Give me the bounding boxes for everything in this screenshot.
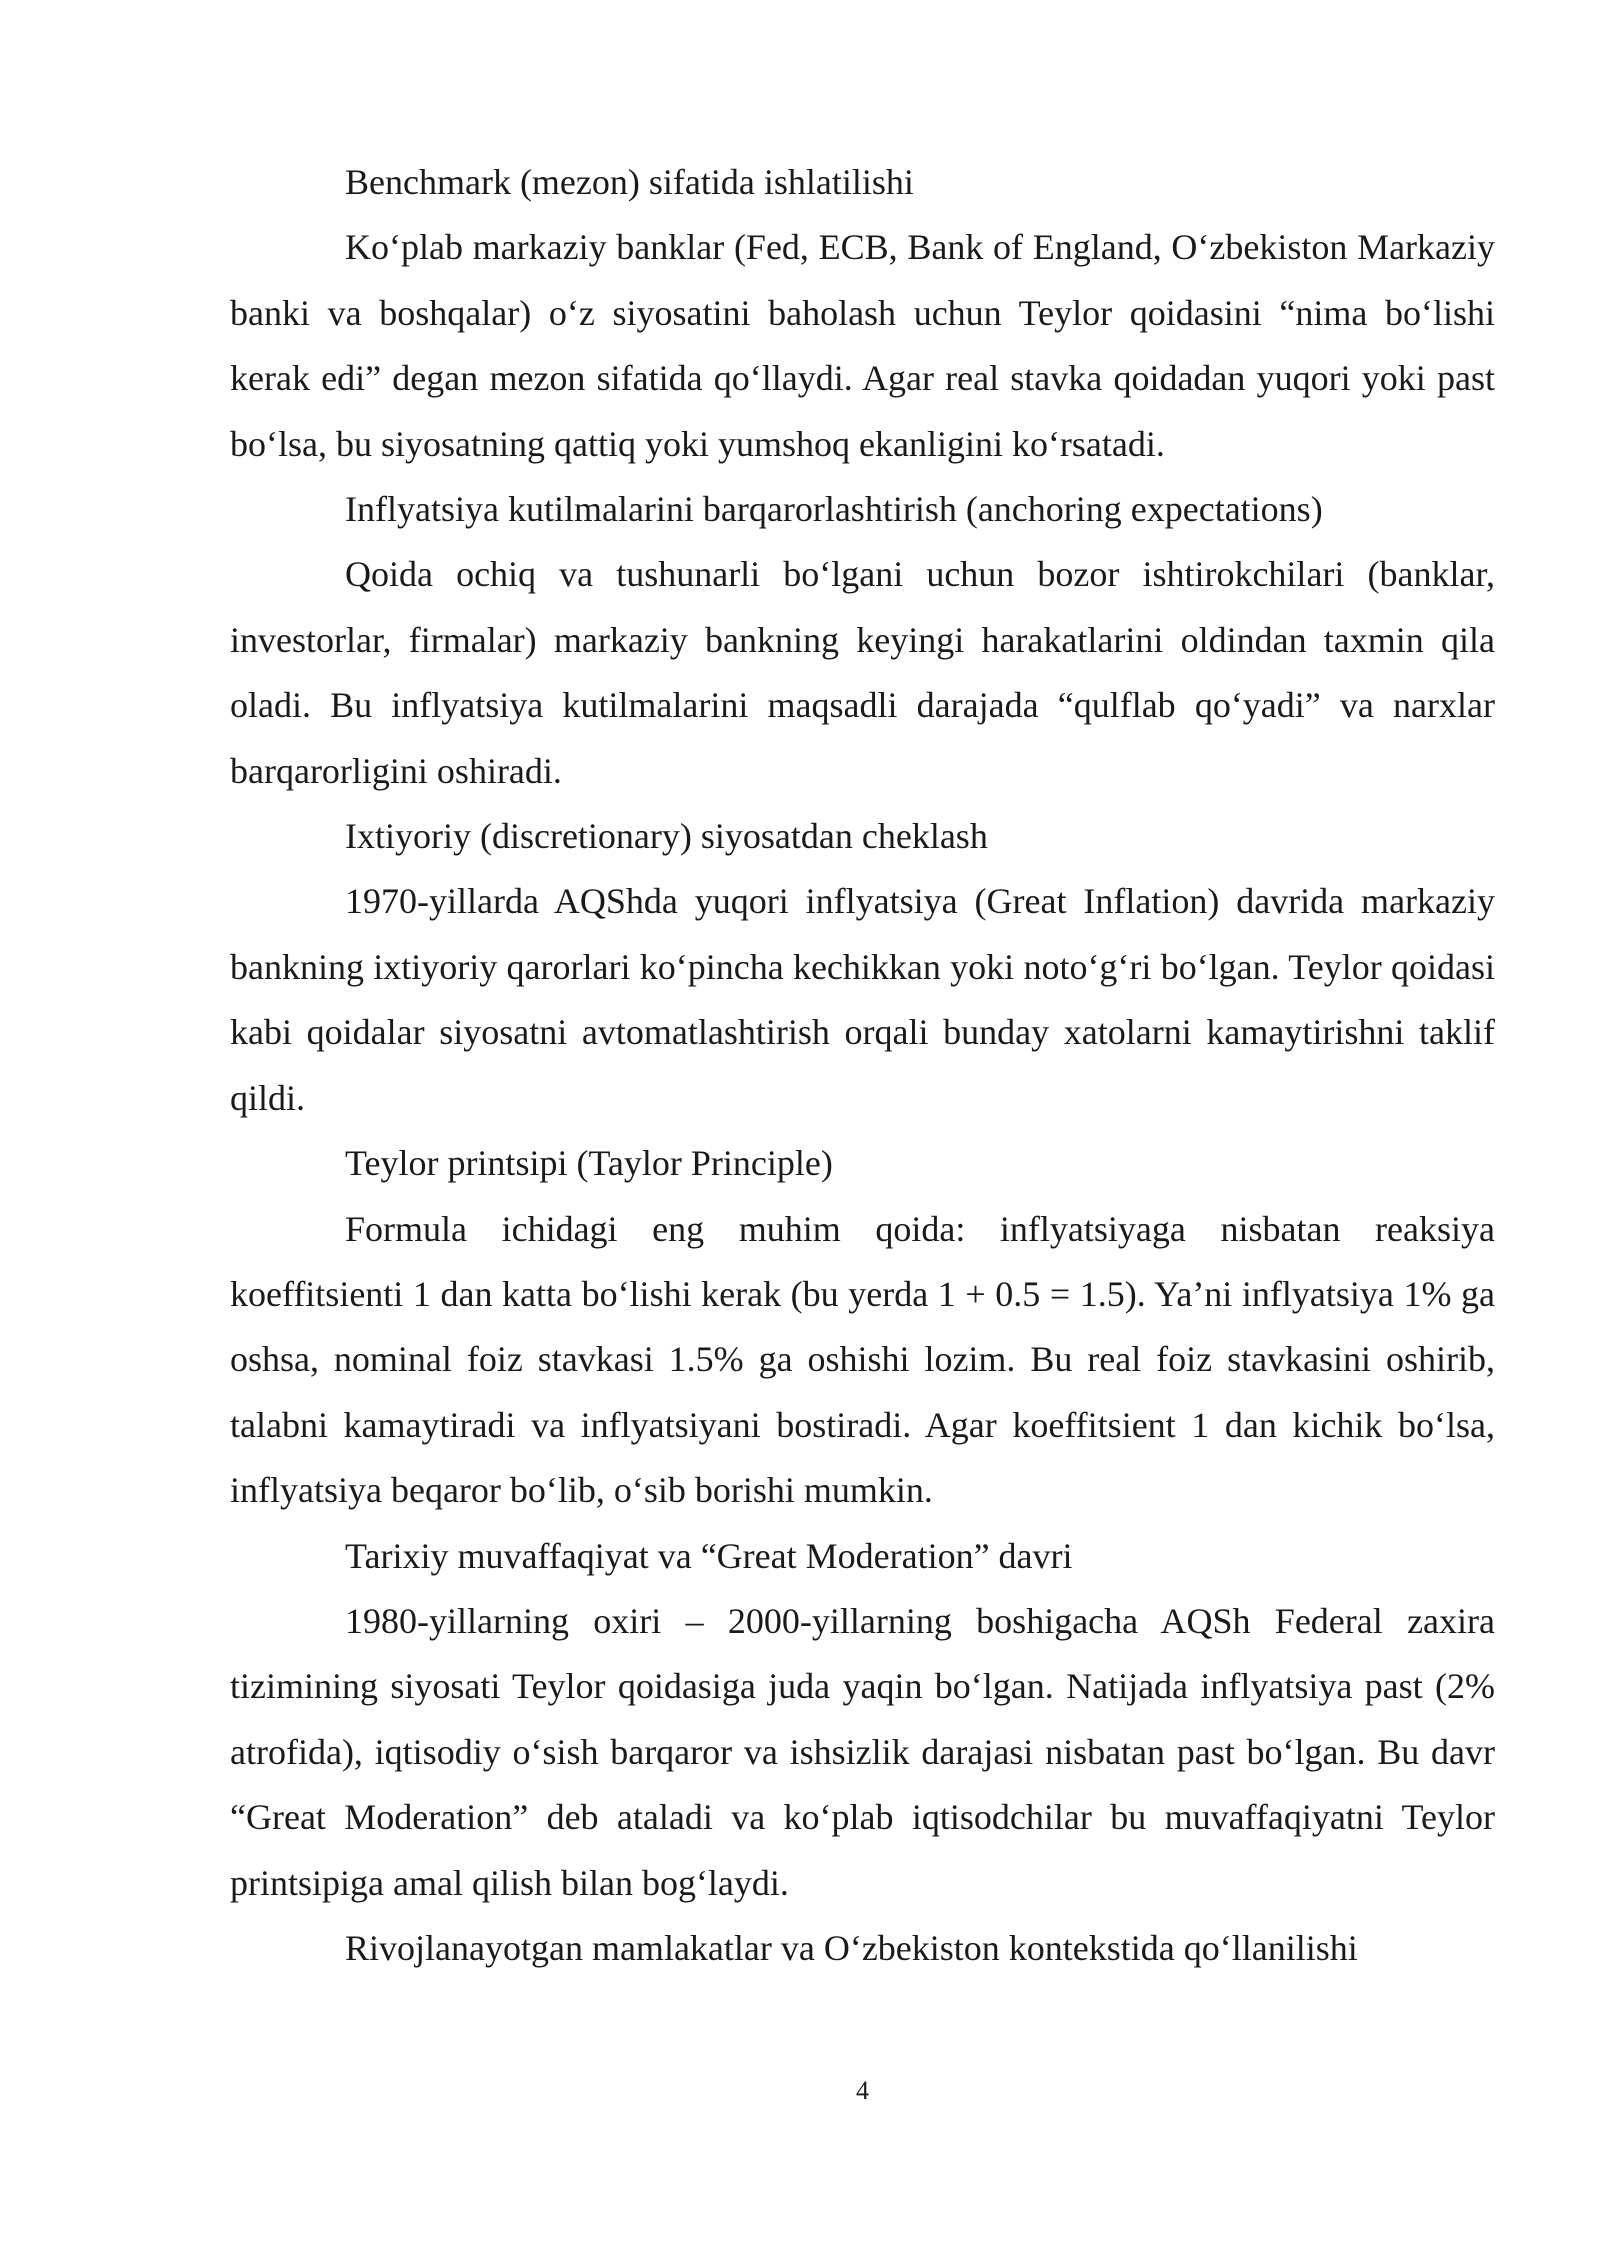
document-page [230,150,1495,1981]
body-paragraph-discretionary: 1970-yillarda AQShda yuqori inflyatsiya (Great Inflation) davrida markaziy bankning ixtiyoriy qarorlari ko‘pincha kechikkan yoki noto‘g‘ri bo‘lgan. Teylor qoidasi kabi qoidalar siyosatni avtomatlashtirish orqali bunday xatolarni kamaytirishni taklif qildi. [230,881,1495,1118]
page-number: 4 [856,2076,869,2105]
body-paragraph-great-moderation: 1980-yillarning oxiri – 2000-yillarning boshigacha AQSh Federal zaxira tizimining siyosati Teylor qoidasiga juda yaqin bo‘lgan. Natijada inflyatsiya past (2% atrofida), iqtisodiy o‘sish barqaror va ishsizlik darajasi nisbatan past bo‘lgan. Bu davr “Great Moderation” deb ataladi va ko‘plab iqtisodchilar bu muvaffaqiyatni Teylor printsipiga amal qilish bilan bog‘laydi. [230,1600,1495,1903]
section-heading-discretionary: Ixtiyoriy (discretionary) siyosatdan cheklash [345,816,988,857]
section-heading-taylor-principle: Teylor printsipi (Taylor Principle) [345,1143,833,1184]
body-paragraph-benchmark: Ko‘plab markaziy banklar (Fed, ECB, Bank of England, O‘zbekiston Markaziy banki va boshqalar) o‘z siyosatini baholash uchun Teylor qoidasini “nima bo‘lishi kerak edi” degan mezon sifatida qo‘llaydi. Agar real stavka qoidadan yuqori yoki past bo‘lsa, bu siyosatning qattiq yoki yumshoq ekanligini ko‘rsatadi. [230,227,1495,464]
section-heading-developing-countries: Rivojlanayotgan mamlakatlar va O‘zbekiston kontekstida qo‘llanilishi [345,1927,1358,1968]
section-heading-great-moderation: Tarixiy muvaffaqiyat va “Great Moderation” davri [345,1535,1073,1576]
section-heading-benchmark: Benchmark (mezon) sifatida ishlatilishi [345,162,914,202]
body-paragraph-anchoring: Qoida ochiq va tushunarli bo‘lgani uchun bozor ishtirokchilari (banklar, investorlar, firmalar) markaziy bankning keyingi harakatlarini oldindan taxmin qila oladi. Bu inflyatsiya kutilmalarini maqsadli darajada “qulflab qo‘yadi” va narxlar barqarorligini oshiradi. [230,554,1495,791]
body-paragraph-taylor-principle: Formula ichidagi eng muhim qoida: inflyatsiyaga nisbatan reaksiya koeffitsienti 1 dan katta bo‘lishi kerak (bu yerda 1 + 0.5 = 1.5). Ya’ni inflyatsiya 1% ga oshsa, nominal foiz stavkasi 1.5% ga oshishi lozim. Bu real foiz stavkasini oshirib, talabni kamaytiradi va inflyatsiyani bostiradi. Agar koeffitsient 1 dan kichik bo‘lsa, inflyatsiya beqaror bo‘lib, o‘sib borishi mumkin. [230,1208,1495,1511]
section-heading-anchoring: Inflyatsiya kutilmalarini barqarorlashtirish (anchoring expectations) [345,489,1323,530]
